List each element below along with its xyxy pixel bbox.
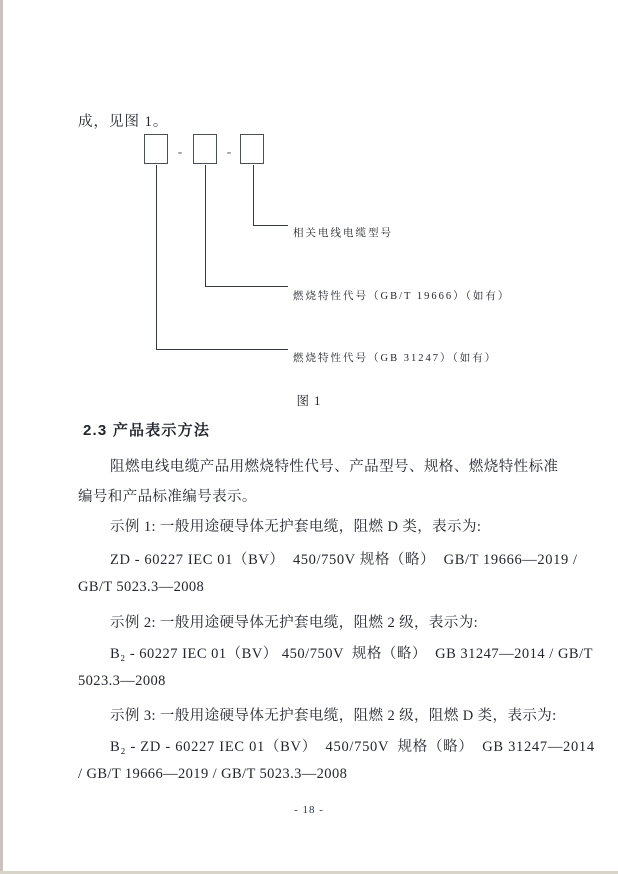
connector-horizontal-2 xyxy=(205,286,288,287)
figure-label-gbt19666-code: 燃烧特性代号（GB/T 19666）（如有） xyxy=(293,291,511,302)
section-heading: 2.3 产品表示方法 xyxy=(83,422,211,439)
body-line-code-2-cont: 5023.3—2008 xyxy=(78,673,166,689)
connector-vertical-1 xyxy=(156,165,157,349)
connector-vertical-3 xyxy=(253,165,254,225)
body-line-code-1-cont: GB/T 5023.3—2008 xyxy=(78,579,205,595)
body-line: 阻燃电线电缆产品用燃烧特性代号、产品型号、规格、燃烧特性标准 xyxy=(110,459,559,475)
figure-label-gb31247-code: 燃烧特性代号（GB 31247）（如有） xyxy=(293,353,498,364)
body-line-code-3-cont: / GB/T 19666—2019 / GB/T 5023.3—2008 xyxy=(78,766,348,782)
page-left-edge xyxy=(0,0,3,874)
connector-vertical-2 xyxy=(205,165,206,286)
code-box-3 xyxy=(240,134,264,164)
body-line-code-3: B₂ - ZD - 60227 IEC 01（BV） 450/750V 规格（略） GB 31247—2014 xyxy=(110,739,595,755)
separator-dash-2: - xyxy=(226,144,232,159)
code-box-1 xyxy=(144,134,168,164)
body-line-code-1: ZD - 60227 IEC 01（BV） 450/750V 规格（略） GB/T 19666—2019 / xyxy=(110,552,578,568)
figure-caption: 图 1 xyxy=(296,394,322,408)
body-line: 编号和产品标准编号表示。 xyxy=(78,489,257,505)
page-number: - 18 - xyxy=(294,804,324,816)
body-line-example-3: 示例 3: 一般用途硬导体无护套电缆，阻燃 2 级，阻燃 D 类，表示为: xyxy=(110,708,557,724)
intro-text: 成，见图 1。 xyxy=(78,114,169,130)
connector-horizontal-3 xyxy=(253,225,288,226)
body-line-example-2: 示例 2: 一般用途硬导体无护套电缆，阻燃 2 级，表示为: xyxy=(110,615,479,631)
figure-label-cable-model: 相关电线电缆型号 xyxy=(293,228,393,239)
body-line-code-2: B₂ - 60227 IEC 01（BV） 450/750V 规格（略） GB 31247—2014 / GB/T xyxy=(110,646,593,662)
body-line-example-1: 示例 1: 一般用途硬导体无护套电缆，阻燃 D 类，表示为: xyxy=(110,519,482,535)
connector-horizontal-1 xyxy=(156,349,288,350)
separator-dash-1: - xyxy=(177,144,183,159)
code-box-2 xyxy=(193,134,217,164)
